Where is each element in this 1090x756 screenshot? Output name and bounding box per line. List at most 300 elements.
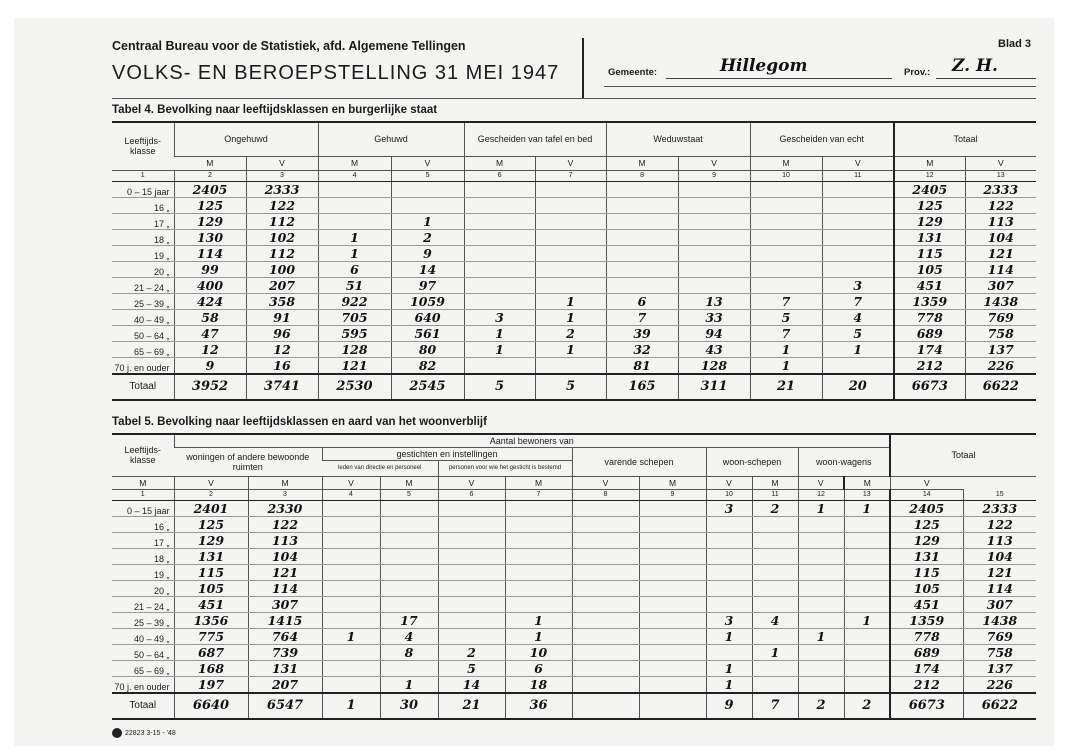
t5-cell: 5 xyxy=(438,660,505,676)
t5-cell: 114 xyxy=(963,580,1036,596)
t4-sex-label: M xyxy=(894,156,965,170)
t4-cell: 2333 xyxy=(965,181,1036,197)
t5-total-cell: 36 xyxy=(505,693,572,719)
t4-cell: 47 xyxy=(174,325,246,341)
table4-group-weduwstaat: Weduwstaat xyxy=(606,123,750,156)
t5-sex-label: V xyxy=(890,476,963,489)
t4-cell: 1 xyxy=(318,229,391,245)
t5-cell xyxy=(322,612,380,628)
t4-cell xyxy=(606,261,678,277)
t4-cell: 129 xyxy=(894,213,965,229)
t4-sex-label: M xyxy=(606,156,678,170)
t5-cell: 1 xyxy=(706,628,752,644)
t5-sex-label: M xyxy=(752,476,798,489)
t5-cell xyxy=(572,516,639,532)
t5-age-label: 50 – 64 „ xyxy=(112,644,174,660)
t4-cell: 1 xyxy=(535,341,606,357)
t5-cell: 758 xyxy=(963,644,1036,660)
t5-cell xyxy=(844,596,890,612)
t5-cell xyxy=(844,548,890,564)
t5-cell xyxy=(505,564,572,580)
province-label: Prov.: xyxy=(904,67,931,78)
t5-cell xyxy=(505,516,572,532)
t4-cell: 1 xyxy=(822,341,894,357)
t4-cell xyxy=(535,277,606,293)
t4-cell xyxy=(464,245,535,261)
t4-cell xyxy=(822,357,894,374)
header-divider xyxy=(582,38,584,98)
t5-cell xyxy=(572,548,639,564)
t4-cell: 128 xyxy=(678,357,750,374)
t5-age-label: 19 „ xyxy=(112,564,174,580)
t5-col-number: 1 xyxy=(112,489,174,500)
t4-col-number: 3 xyxy=(246,170,318,181)
t4-cell: 5 xyxy=(750,309,822,325)
t5-cell xyxy=(322,644,380,660)
t4-cell: 33 xyxy=(678,309,750,325)
t5-cell xyxy=(752,596,798,612)
t5-cell xyxy=(572,644,639,660)
t5-cell: 122 xyxy=(248,516,322,532)
t4-sex-label: M xyxy=(318,156,391,170)
form-title: VOLKS- EN BEROEPSTELLING 31 MEI 1947 xyxy=(112,62,560,84)
t5-cell: 1 xyxy=(844,500,890,516)
table5-group-woonschepen: woon-schepen xyxy=(706,447,798,476)
t4-row xyxy=(112,357,1036,374)
t4-total-cell: 3741 xyxy=(246,374,318,400)
t4-cell xyxy=(678,245,750,261)
t4-cell: 6 xyxy=(606,293,678,309)
t4-cell: 212 xyxy=(894,357,965,374)
t5-cell: 17 xyxy=(380,612,438,628)
t5-cell xyxy=(844,516,890,532)
t5-age-label: 18 „ xyxy=(112,548,174,564)
table5-group-woningen: woningen of andere bewoonde ruimten xyxy=(174,447,322,476)
t4-cell xyxy=(535,357,606,374)
t5-cell xyxy=(572,500,639,516)
t5-cell xyxy=(380,500,438,516)
t5-cell: 451 xyxy=(174,596,248,612)
t4-col-number: 2 xyxy=(174,170,246,181)
t5-cell: 3 xyxy=(706,500,752,516)
t4-cell: 1 xyxy=(750,341,822,357)
t4-row xyxy=(112,277,1036,293)
t4-cell: 207 xyxy=(246,277,318,293)
t4-cell: 137 xyxy=(965,341,1036,357)
t5-cell xyxy=(844,676,890,693)
t5-cell xyxy=(505,548,572,564)
t4-cell: 112 xyxy=(246,213,318,229)
t4-cell: 9 xyxy=(391,245,464,261)
t5-cell xyxy=(438,532,505,548)
table4-group-totaal: Totaal xyxy=(894,123,1036,156)
t5-cell: 451 xyxy=(890,596,963,612)
t5-cell xyxy=(639,500,706,516)
t5-cell xyxy=(798,548,844,564)
t5-cell: 105 xyxy=(174,580,248,596)
t4-cell: 114 xyxy=(174,245,246,261)
t5-col-number: 8 xyxy=(572,489,639,500)
t4-sex-label: M xyxy=(174,156,246,170)
t5-cell xyxy=(639,532,706,548)
t4-col-number: 9 xyxy=(678,170,750,181)
t5-cell: 687 xyxy=(174,644,248,660)
t4-cell: 595 xyxy=(318,325,391,341)
t4-age-label: 25 – 39 „ xyxy=(112,293,174,309)
t5-cell xyxy=(752,580,798,596)
t5-cell xyxy=(844,628,890,644)
t4-cell xyxy=(391,197,464,213)
t5-cell xyxy=(706,548,752,564)
t5-sex-label: M xyxy=(844,476,890,489)
t4-row xyxy=(112,261,1036,277)
t4-cell: 1438 xyxy=(965,293,1036,309)
t5-cell xyxy=(505,500,572,516)
t5-row xyxy=(112,660,1036,676)
t5-cell xyxy=(844,532,890,548)
t5-cell xyxy=(844,644,890,660)
t4-cell xyxy=(678,229,750,245)
header-rule xyxy=(112,98,1036,99)
t5-cell: 764 xyxy=(248,628,322,644)
t5-col-number: 10 xyxy=(706,489,752,500)
t4-col-number: 10 xyxy=(750,170,822,181)
t4-row xyxy=(112,229,1036,245)
t5-row xyxy=(112,628,1036,644)
t4-cell xyxy=(606,197,678,213)
t4-total-cell: 3952 xyxy=(174,374,246,400)
t5-sex-label: M xyxy=(639,476,706,489)
t5-cell xyxy=(438,612,505,628)
t5-row xyxy=(112,612,1036,628)
t5-cell xyxy=(438,516,505,532)
t5-sex-label: V xyxy=(798,476,844,489)
t5-row xyxy=(112,580,1036,596)
t5-cell: 1 xyxy=(798,628,844,644)
t4-cell: 7 xyxy=(750,293,822,309)
t4-cell: 226 xyxy=(965,357,1036,374)
t4-row xyxy=(112,341,1036,357)
t4-cell: 43 xyxy=(678,341,750,357)
t5-row xyxy=(112,516,1036,532)
t4-cell xyxy=(318,181,391,197)
t5-cell xyxy=(438,564,505,580)
t4-sex-label: M xyxy=(464,156,535,170)
t4-cell xyxy=(464,357,535,374)
t4-cell xyxy=(750,261,822,277)
t5-cell: 18 xyxy=(505,676,572,693)
t5-cell: 207 xyxy=(248,676,322,693)
t4-cell: 1059 xyxy=(391,293,464,309)
t4-cell: 32 xyxy=(606,341,678,357)
table5 xyxy=(112,435,1036,720)
t4-age-label: 20 „ xyxy=(112,261,174,277)
t5-cell xyxy=(798,596,844,612)
gemeente-label: Gemeente: xyxy=(608,67,658,78)
t5-cell: 1 xyxy=(322,628,380,644)
t4-col-number: 7 xyxy=(535,170,606,181)
t5-total-cell xyxy=(639,693,706,719)
t4-cell: 16 xyxy=(246,357,318,374)
t4-row xyxy=(112,197,1036,213)
t5-sex-label: V xyxy=(706,476,752,489)
t4-cell: 112 xyxy=(246,245,318,261)
t4-age-label: 19 „ xyxy=(112,245,174,261)
t5-cell xyxy=(639,628,706,644)
t4-cell: 125 xyxy=(894,197,965,213)
t4-cell: 94 xyxy=(678,325,750,341)
t5-col-number: 14 xyxy=(890,489,963,500)
t5-cell: 1415 xyxy=(248,612,322,628)
t5-total-cell: 6640 xyxy=(174,693,248,719)
table5-subgroup-directie: leden van directie en personeel xyxy=(322,460,438,476)
t4-age-label: 40 – 49 „ xyxy=(112,309,174,325)
t5-cell xyxy=(380,580,438,596)
t5-cell xyxy=(380,548,438,564)
t4-row xyxy=(112,213,1036,229)
t4-cell: 922 xyxy=(318,293,391,309)
t4-total-cell: 5 xyxy=(464,374,535,400)
t4-cell xyxy=(535,197,606,213)
t5-cell xyxy=(322,564,380,580)
t4-col-number: 13 xyxy=(965,170,1036,181)
t4-row xyxy=(112,309,1036,325)
t4-col-number: 4 xyxy=(318,170,391,181)
t5-age-label: 20 „ xyxy=(112,580,174,596)
t5-cell: 105 xyxy=(890,580,963,596)
t4-cell xyxy=(606,245,678,261)
t5-total-cell xyxy=(572,693,639,719)
t5-cell xyxy=(572,532,639,548)
t4-row xyxy=(112,181,1036,197)
t5-cell xyxy=(322,500,380,516)
t4-age-label: 70 j. en ouder xyxy=(112,357,174,374)
province-value: Z. H. xyxy=(952,56,998,76)
t5-cell xyxy=(572,676,639,693)
t5-cell: 168 xyxy=(174,660,248,676)
t5-row xyxy=(112,564,1036,580)
t5-col-number: 4 xyxy=(322,489,380,500)
t4-total-cell: 21 xyxy=(750,374,822,400)
t4-cell xyxy=(391,181,464,197)
t5-cell: 4 xyxy=(752,612,798,628)
t4-cell xyxy=(464,229,535,245)
t5-cell xyxy=(572,564,639,580)
t5-col-number: 2 xyxy=(174,489,248,500)
t4-cell xyxy=(535,245,606,261)
t4-total-cell: 20 xyxy=(822,374,894,400)
t5-cell: 2330 xyxy=(248,500,322,516)
t5-cell: 104 xyxy=(248,548,322,564)
t4-age-label: 18 „ xyxy=(112,229,174,245)
t4-cell: 3 xyxy=(464,309,535,325)
t4-cell: 12 xyxy=(174,341,246,357)
t5-cell: 14 xyxy=(438,676,505,693)
t5-cell: 769 xyxy=(963,628,1036,644)
t5-cell xyxy=(380,516,438,532)
t5-cell xyxy=(572,580,639,596)
t5-cell xyxy=(798,644,844,660)
t4-cell: 128 xyxy=(318,341,391,357)
t4-cell xyxy=(822,261,894,277)
t5-row xyxy=(112,532,1036,548)
t4-cell: 778 xyxy=(894,309,965,325)
t4-cell: 3 xyxy=(822,277,894,293)
t4-cell xyxy=(678,197,750,213)
t5-sex-label: M xyxy=(248,476,322,489)
t5-cell: 2405 xyxy=(890,500,963,516)
t4-cell xyxy=(678,261,750,277)
t4-cell: 99 xyxy=(174,261,246,277)
t5-col-number: 15 xyxy=(963,489,1036,500)
t5-cell xyxy=(752,516,798,532)
t5-cell: 739 xyxy=(248,644,322,660)
t5-cell: 1 xyxy=(706,676,752,693)
t4-cell xyxy=(750,213,822,229)
t5-total-cell: 2 xyxy=(844,693,890,719)
t5-cell xyxy=(380,596,438,612)
t4-cell: 424 xyxy=(174,293,246,309)
t5-cell: 307 xyxy=(963,596,1036,612)
t5-cell: 1 xyxy=(505,612,572,628)
t4-col-number: 6 xyxy=(464,170,535,181)
t4-cell xyxy=(822,197,894,213)
t4-cell xyxy=(750,277,822,293)
t5-cell: 122 xyxy=(963,516,1036,532)
t5-col-number: 5 xyxy=(380,489,438,500)
t5-total-cell: 1 xyxy=(322,693,380,719)
t5-sex-label: V xyxy=(174,476,248,489)
t5-age-label: 65 – 69 „ xyxy=(112,660,174,676)
t5-cell: 131 xyxy=(890,548,963,564)
t4-cell: 7 xyxy=(606,309,678,325)
t5-cell: 113 xyxy=(963,532,1036,548)
t5-cell: 775 xyxy=(174,628,248,644)
t4-cell: 82 xyxy=(391,357,464,374)
t5-cell xyxy=(639,676,706,693)
t5-cell: 114 xyxy=(248,580,322,596)
t4-cell: 39 xyxy=(606,325,678,341)
t4-cell: 2 xyxy=(391,229,464,245)
t5-age-label: 17 „ xyxy=(112,532,174,548)
t5-cell: 8 xyxy=(380,644,438,660)
t4-cell: 102 xyxy=(246,229,318,245)
t5-cell: 104 xyxy=(963,548,1036,564)
t4-age-label: 17 „ xyxy=(112,213,174,229)
t5-cell xyxy=(706,644,752,660)
t4-cell xyxy=(678,213,750,229)
t5-cell xyxy=(322,532,380,548)
organization-name: Centraal Bureau voor de Statistiek, afd. Algemene Tellingen xyxy=(112,39,466,53)
t5-cell xyxy=(844,660,890,676)
t4-cell: 122 xyxy=(965,197,1036,213)
t5-cell xyxy=(752,676,798,693)
t4-cell xyxy=(750,229,822,245)
t5-cell: 1 xyxy=(505,628,572,644)
t4-cell: 131 xyxy=(894,229,965,245)
t4-cell xyxy=(606,181,678,197)
t5-total-cell: 21 xyxy=(438,693,505,719)
t4-sex-label: V xyxy=(822,156,894,170)
t5-cell xyxy=(798,676,844,693)
t5-cell: 212 xyxy=(890,676,963,693)
t5-cell: 113 xyxy=(248,532,322,548)
t4-age-label: 0 – 15 jaar xyxy=(112,181,174,197)
t4-cell: 769 xyxy=(965,309,1036,325)
t5-cell xyxy=(438,628,505,644)
t5-cell: 129 xyxy=(174,532,248,548)
t5-cell: 6 xyxy=(505,660,572,676)
t4-cell: 6 xyxy=(318,261,391,277)
t4-cell: 14 xyxy=(391,261,464,277)
t4-cell: 58 xyxy=(174,309,246,325)
t4-cell: 125 xyxy=(174,197,246,213)
t5-cell xyxy=(639,548,706,564)
t5-cell: 125 xyxy=(174,516,248,532)
t5-total-cell: 7 xyxy=(752,693,798,719)
t4-total-cell: 6622 xyxy=(965,374,1036,400)
t5-cell: 1356 xyxy=(174,612,248,628)
table4-group-gescheiden-echt: Gescheiden van echt xyxy=(750,123,894,156)
t4-cell: 2 xyxy=(535,325,606,341)
t4-cell: 705 xyxy=(318,309,391,325)
t5-cell xyxy=(798,564,844,580)
t5-col-number: 13 xyxy=(844,489,890,500)
t4-cell xyxy=(750,245,822,261)
t4-cell: 758 xyxy=(965,325,1036,341)
t5-sex-label: M xyxy=(112,476,174,489)
t5-cell xyxy=(639,516,706,532)
t4-cell: 358 xyxy=(246,293,318,309)
t4-cell: 2333 xyxy=(246,181,318,197)
t4-cell: 81 xyxy=(606,357,678,374)
t5-age-label: 40 – 49 „ xyxy=(112,628,174,644)
t4-cell: 130 xyxy=(174,229,246,245)
table4-group-gescheiden-tafel: Gescheiden van tafel en bed xyxy=(464,123,606,156)
t4-cell: 121 xyxy=(318,357,391,374)
t5-cell: 1 xyxy=(752,644,798,660)
t4-cell: 121 xyxy=(965,245,1036,261)
t5-cell xyxy=(639,564,706,580)
t5-total-cell: 9 xyxy=(706,693,752,719)
t5-cell: 125 xyxy=(890,516,963,532)
t5-cell xyxy=(438,580,505,596)
t5-cell: 115 xyxy=(174,564,248,580)
table5-subgroup-bewoners: personen voor wie het gesticht is bestemd xyxy=(438,460,572,476)
t4-cell xyxy=(822,181,894,197)
t5-cell: 4 xyxy=(380,628,438,644)
t5-row xyxy=(112,500,1036,516)
t5-cell xyxy=(572,596,639,612)
t4-cell xyxy=(318,197,391,213)
t5-cell xyxy=(706,564,752,580)
t5-cell: 115 xyxy=(890,564,963,580)
t5-cell: 121 xyxy=(248,564,322,580)
t5-cell xyxy=(639,612,706,628)
gemeente-value: Hillegom xyxy=(720,56,808,76)
t5-cell: 1359 xyxy=(890,612,963,628)
t5-cell xyxy=(572,660,639,676)
t5-col-number: 7 xyxy=(505,489,572,500)
t5-col-number: 12 xyxy=(798,489,844,500)
t4-col-number: 8 xyxy=(606,170,678,181)
t5-sex-label: V xyxy=(322,476,380,489)
t5-sex-label: M xyxy=(505,476,572,489)
t5-cell xyxy=(752,564,798,580)
t5-sex-label: V xyxy=(438,476,505,489)
t4-cell: 51 xyxy=(318,277,391,293)
t4-age-label: 16 „ xyxy=(112,197,174,213)
